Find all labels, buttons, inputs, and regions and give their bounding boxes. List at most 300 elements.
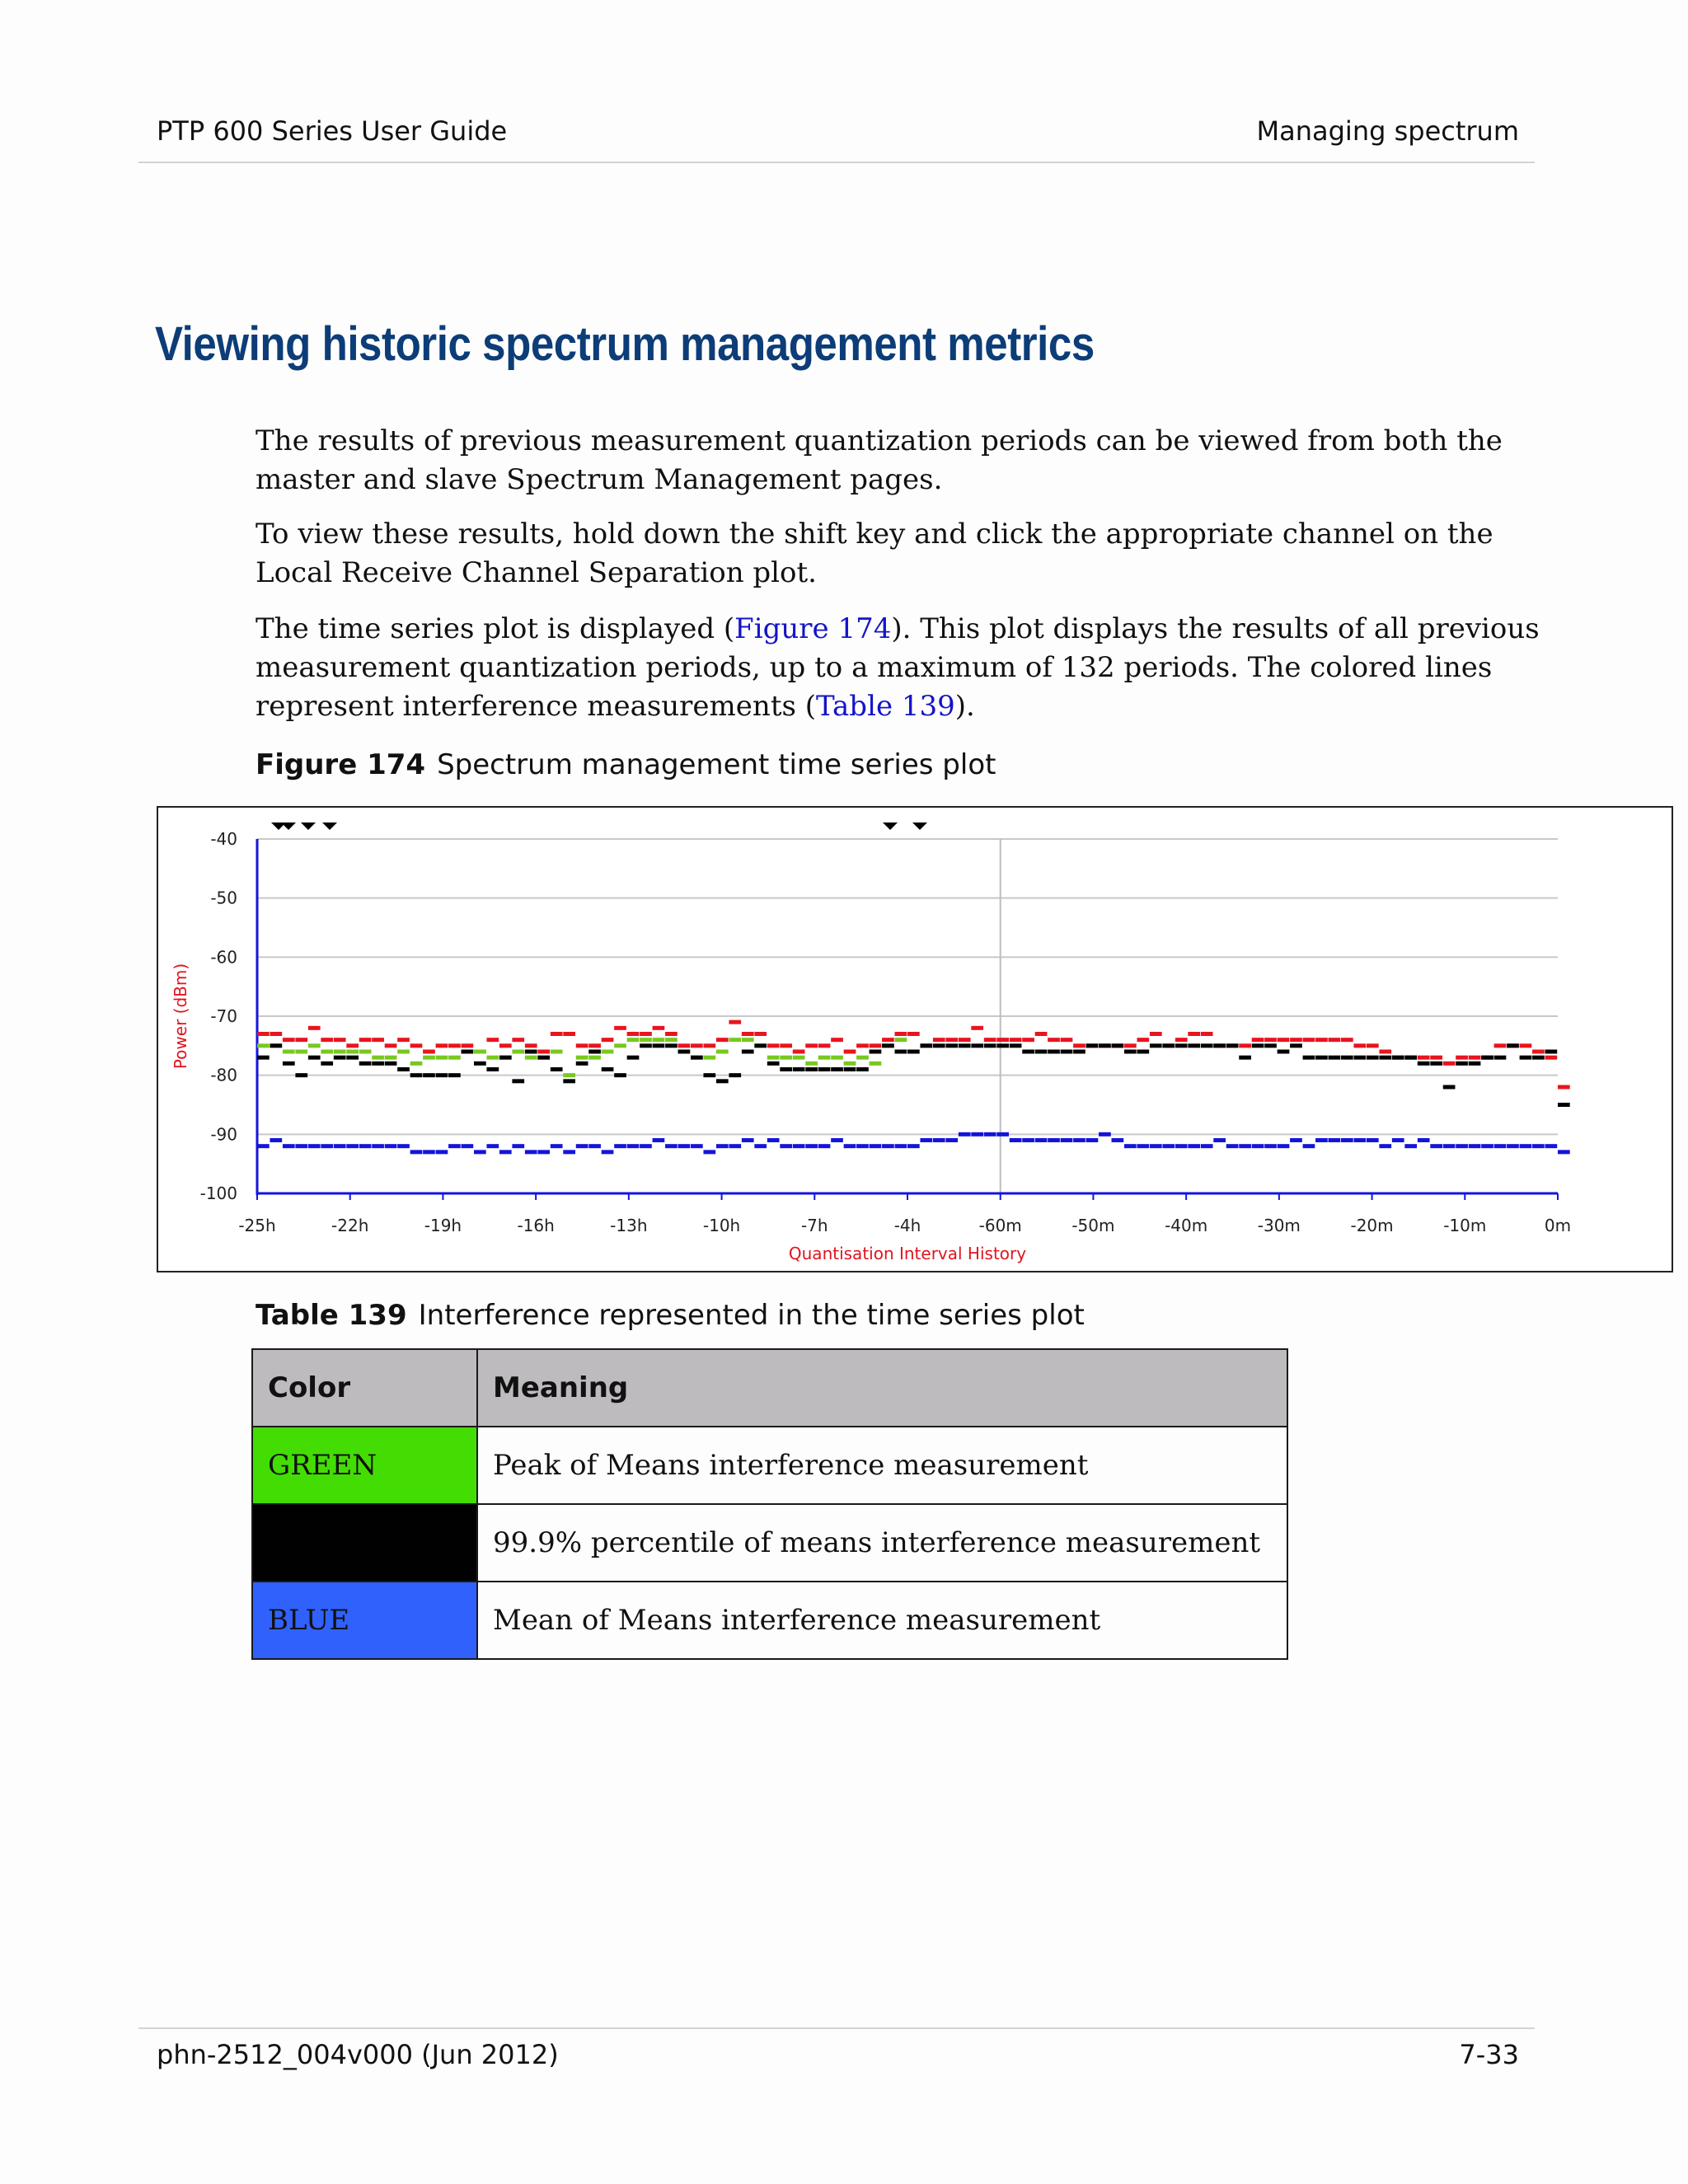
black-series-point [321,1062,333,1066]
figure-174-link[interactable]: Figure 174 [734,612,892,645]
blue-series-point [895,1144,907,1148]
red-series-point [653,1026,665,1030]
blue-series-point [1558,1150,1570,1154]
red-series-point [1443,1062,1456,1066]
red-series-point [1035,1032,1048,1036]
black-series-point [1162,1043,1175,1047]
black-series-point [1404,1056,1417,1060]
y-tick-label: -70 [210,1006,237,1026]
meaning-cell: 99.9% percentile of means interference measurement [477,1504,1287,1582]
black-series-point [295,1073,307,1077]
blue-series-point [1264,1144,1277,1148]
blue-series-point [397,1144,410,1148]
red-series-point [1469,1056,1481,1060]
red-series-point [1073,1043,1085,1047]
red-series-point [1175,1038,1188,1042]
black-series-point [551,1067,563,1071]
x-tick-label: -60m [978,1216,1022,1235]
figure-caption-text: Spectrum management time series plot [437,748,996,781]
black-series-point [1175,1043,1188,1047]
red-series-point [1137,1038,1149,1042]
blue-series-point [729,1144,741,1148]
green-series-point [780,1056,792,1060]
blue-series-point [563,1150,575,1154]
blue-series-point [1099,1132,1111,1137]
red-series-point [563,1032,575,1036]
black-series-point [512,1079,524,1083]
black-series-point [996,1043,1009,1047]
black-series-point [1010,1043,1022,1047]
black-series-point [1329,1056,1341,1060]
paragraph-2: To view these results, hold down the shift key and click the appropriate channel on the Local Receive Channel Separation plot. [256,518,1493,589]
red-series-point [512,1038,524,1042]
red-series-point [1124,1043,1137,1047]
green-series-point [525,1056,537,1060]
black-series-point [1353,1056,1366,1060]
x-axis-title: Quantisation Interval History [788,1244,1027,1263]
green-series-point [385,1056,397,1060]
x-tick-label: -22h [331,1216,369,1235]
x-tick-label: -10h [702,1216,741,1235]
green-series-point [588,1056,601,1060]
red-series-point [334,1038,346,1042]
y-tick-label: -80 [210,1065,237,1085]
chart-frame [157,807,1672,1272]
header-meaning: Meaning [477,1349,1287,1427]
black-series-point [844,1067,856,1071]
header-guide-title: PTP 600 Series User Guide [157,115,508,147]
black-series-point [385,1062,397,1066]
x-tick-label: -7h [800,1216,828,1235]
blue-series-point [1188,1144,1200,1148]
black-series-point [257,1056,270,1060]
black-series-point [1061,1050,1073,1054]
blue-series-point [856,1144,869,1148]
blue-series-point [1520,1144,1532,1148]
black-series-point [767,1062,780,1066]
blue-series-point [1456,1144,1468,1148]
green-series-point [627,1038,640,1042]
blue-series-point [537,1150,550,1154]
red-series-point [537,1050,550,1054]
black-series-point [1558,1103,1570,1107]
red-series-point [257,1032,270,1036]
table-number: Table 139 [256,1299,407,1332]
black-series-point [1239,1056,1251,1060]
red-series-point [1353,1043,1366,1047]
red-series-point [385,1043,397,1047]
red-series-point [1010,1038,1022,1042]
green-series-point [793,1056,805,1060]
blue-series-point [1061,1138,1073,1142]
black-series-point [907,1050,920,1054]
x-tick-label: -10m [1443,1216,1487,1235]
red-series-point [818,1043,831,1047]
green-series-point [474,1050,486,1054]
red-series-point [423,1050,435,1054]
blue-series-point [1175,1144,1188,1148]
red-series-point [397,1038,410,1042]
red-series-point [499,1043,512,1047]
red-series-point [1379,1050,1391,1054]
x-tick-label: 0m [1544,1216,1572,1235]
green-series-point [563,1073,575,1077]
blue-series-point [1545,1144,1558,1148]
red-series-point [742,1032,754,1036]
blue-series-point [870,1144,882,1148]
red-series-point [793,1050,805,1054]
table-row [252,1582,1287,1659]
blue-series-point [959,1132,971,1137]
black-series-point [1264,1043,1277,1047]
blue-series-point [436,1150,448,1154]
black-series-point [1315,1056,1328,1060]
blue-series-point [614,1144,626,1148]
x-tick-label: -16h [517,1216,555,1235]
blue-series-point [742,1138,754,1142]
blue-series-point [1290,1138,1302,1142]
red-series-point [895,1032,907,1036]
paragraph-3-text-b: ). This plot displays the results of all previous measurement quantization periods, up to a maximum of 132 periods. The colored lines represent interference measurements ( [256,612,1540,723]
black-series-point [1507,1043,1519,1047]
blue-series-point [1278,1144,1290,1148]
green-series-point [448,1056,461,1060]
red-series-point [576,1043,588,1047]
black-series-point [372,1062,384,1066]
blue-series-point [1329,1138,1341,1142]
black-series-point [410,1073,423,1077]
black-series-point [1252,1043,1264,1047]
green-series-point [321,1050,333,1054]
red-series-point [1061,1038,1073,1042]
blue-series-point [1112,1138,1124,1142]
color-cell-green: GREEN [252,1427,477,1504]
table-header-row [252,1349,1287,1427]
blue-series-point [1392,1138,1404,1142]
paragraph-3 [256,610,1541,726]
page-number: 7-33 [1459,2039,1519,2070]
red-series-point [308,1026,321,1030]
red-series-point [678,1043,691,1047]
black-series-point [870,1050,882,1054]
blue-series-point [1315,1138,1328,1142]
black-series-point [462,1050,474,1054]
blue-series-point [270,1138,282,1142]
red-series-point [907,1032,920,1036]
black-series-point [742,1050,754,1054]
black-series-point [780,1067,792,1071]
green-series-point [856,1056,869,1060]
black-series-point [474,1062,486,1066]
table-139-link[interactable]: Table 139 [816,690,955,723]
black-series-point [1112,1043,1124,1047]
y-axis-title: Power (dBm) [171,963,190,1070]
green-series-point [397,1050,410,1054]
black-series-point [1469,1062,1481,1066]
red-series-point [1494,1043,1507,1047]
red-series-point [665,1032,678,1036]
blue-series-point [1150,1144,1162,1148]
black-series-point [691,1056,703,1060]
red-series-point [1201,1032,1213,1036]
black-series-point [486,1067,499,1071]
black-series-point [1379,1056,1391,1060]
blue-series-point [920,1138,932,1142]
blue-series-point [882,1144,894,1148]
black-series-point [614,1073,626,1077]
green-series-point [870,1062,882,1066]
black-series-point [537,1056,550,1060]
header-section-name: Managing spectrum [1256,115,1519,147]
red-series-point [1188,1032,1200,1036]
green-series-point [334,1050,346,1054]
black-series-point [1048,1050,1060,1054]
y-tick-label: -100 [199,1183,237,1203]
meaning-cell: Mean of Means interference measurement [477,1582,1287,1659]
green-series-point [703,1056,715,1060]
red-series-point [1418,1056,1430,1060]
red-series-point [844,1050,856,1054]
blue-series-point [1443,1144,1456,1148]
red-series-point [1278,1038,1290,1042]
red-series-point [346,1043,359,1047]
blue-series-point [410,1150,423,1154]
blue-series-point [1469,1144,1481,1148]
red-series-point [1264,1038,1277,1042]
blue-series-point [1481,1144,1493,1148]
red-series-point [627,1032,640,1036]
time-series-chart [157,806,1673,1272]
green-series-point [742,1038,754,1042]
red-series-point [1520,1043,1532,1047]
black-series-point [1124,1050,1137,1054]
paragraph-1: The results of previous measurement quantization periods can be viewed from both the master and slave Spectrum Management pages. [256,424,1503,496]
green-series-point [767,1056,780,1060]
black-series-point [270,1043,282,1047]
x-tick-label: -13h [610,1216,648,1235]
red-series-point [551,1032,563,1036]
green-series-point [602,1050,614,1054]
blue-series-point [1201,1144,1213,1148]
black-series-point [499,1056,512,1060]
blue-series-point [1048,1138,1060,1142]
red-series-point [295,1038,307,1042]
blue-series-point [971,1132,983,1137]
green-series-point [831,1056,843,1060]
black-series-point [971,1043,983,1047]
black-series-point [346,1056,359,1060]
blue-series-point [1213,1138,1226,1142]
black-series-point [1188,1043,1200,1047]
green-series-point [614,1043,626,1047]
black-series-point [1201,1043,1213,1047]
red-series-point [602,1038,614,1042]
table-row [252,1427,1287,1504]
red-series-point [1545,1056,1558,1060]
blue-series-point [1303,1144,1315,1148]
black-series-point [1086,1043,1099,1047]
blue-series-point [1137,1144,1149,1148]
black-series-point [1022,1050,1034,1054]
green-series-point [295,1050,307,1054]
green-series-point [410,1062,423,1066]
black-series-point [576,1062,588,1066]
blue-series-point [640,1144,652,1148]
red-series-point [410,1043,423,1047]
blue-series-point [1430,1144,1442,1148]
black-series-point [895,1050,907,1054]
black-series-point [602,1067,614,1071]
red-series-point [780,1043,792,1047]
table-row [252,1504,1287,1582]
red-series-point [1367,1043,1379,1047]
black-series-point [334,1056,346,1060]
black-series-point [397,1067,410,1071]
black-series-point [1303,1056,1315,1060]
figure-caption [256,748,996,781]
blue-series-point [423,1150,435,1154]
table-caption-text: Interference represented in the time series plot [418,1299,1085,1332]
black-series-point [1456,1062,1468,1066]
black-series-point [1226,1043,1239,1047]
black-series-point [563,1079,575,1083]
black-series-point [1367,1056,1379,1060]
black-series-point [1150,1043,1162,1047]
color-cell-black [252,1504,477,1582]
y-tick-label: -90 [210,1124,237,1145]
blue-series-point [257,1144,270,1148]
green-series-point [653,1038,665,1042]
red-series-point [1315,1038,1328,1042]
blue-series-point [691,1144,703,1148]
black-series-point [1099,1043,1111,1047]
blue-series-point [486,1144,499,1148]
black-series-point [1341,1056,1353,1060]
paragraph-3-text-a: The time series plot is displayed ( [256,612,735,645]
green-series-point [665,1038,678,1042]
y-tick-label: -50 [210,888,237,908]
blue-series-point [984,1132,996,1137]
black-series-point [1073,1050,1085,1054]
red-series-point [1303,1038,1315,1042]
blue-series-point [767,1138,780,1142]
header-divider [138,162,1535,163]
meaning-cell: Peak of Means interference measurement [477,1427,1287,1504]
blue-series-point [1353,1138,1366,1142]
blue-series-point [334,1144,346,1148]
x-tick-label: -40m [1165,1216,1208,1235]
red-series-point [945,1038,958,1042]
blue-series-point [678,1144,691,1148]
black-series-point [703,1073,715,1077]
green-series-point [844,1062,856,1066]
blue-series-point [1367,1138,1379,1142]
black-series-point [933,1043,945,1047]
blue-series-point [1226,1144,1239,1148]
green-series-point [576,1056,588,1060]
red-series-point [283,1038,295,1042]
red-series-point [959,1038,971,1042]
blue-series-point [551,1144,563,1148]
blue-series-point [1239,1144,1251,1148]
red-series-point [359,1038,372,1042]
black-series-point [729,1073,741,1077]
black-series-point [1532,1056,1545,1060]
y-tick-label: -60 [210,947,237,968]
blue-series-point [716,1144,729,1148]
blue-series-point [1379,1144,1391,1148]
green-series-point [283,1050,295,1054]
green-series-point [359,1050,372,1054]
blue-series-point [359,1144,372,1148]
black-series-point [1213,1043,1226,1047]
blue-series-point [754,1144,767,1148]
black-series-point [1443,1085,1456,1090]
red-series-point [1430,1056,1442,1060]
black-series-point [1494,1056,1507,1060]
x-tick-label: -30m [1257,1216,1301,1235]
blue-series-point [1022,1138,1034,1142]
blue-series-point [945,1138,958,1142]
red-series-point [1558,1085,1570,1090]
red-series-point [703,1043,715,1047]
black-series-point [1278,1050,1290,1054]
red-series-point [870,1043,882,1047]
header-color: Color [252,1349,477,1427]
green-series-point [818,1056,831,1060]
blue-series-point [283,1144,295,1148]
black-series-point [959,1043,971,1047]
black-series-point [945,1043,958,1047]
x-tick-label: -20m [1350,1216,1394,1235]
black-series-point [805,1067,818,1071]
blue-series-point [1035,1138,1048,1142]
blue-series-point [996,1132,1009,1137]
blue-series-point [793,1144,805,1148]
green-series-point [308,1043,321,1047]
black-series-point [984,1043,996,1047]
red-series-point [729,1020,741,1024]
red-series-point [448,1043,461,1047]
black-series-point [1418,1062,1430,1066]
blue-series-point [321,1144,333,1148]
color-cell-blue: BLUE [252,1582,477,1659]
black-series-point [640,1043,652,1047]
red-series-point [525,1043,537,1047]
red-series-point [831,1038,843,1042]
blue-series-point [831,1138,843,1142]
red-series-point [1532,1050,1545,1054]
black-series-point [1290,1043,1302,1047]
blue-series-point [346,1144,359,1148]
red-series-point [805,1043,818,1047]
blue-series-point [512,1144,524,1148]
red-series-point [996,1038,1009,1042]
red-series-point [1048,1038,1060,1042]
blue-series-point [653,1138,665,1142]
red-series-point [754,1032,767,1036]
green-series-point [551,1050,563,1054]
black-series-point [665,1043,678,1047]
page-title: Viewing historic spectrum management metrics [155,317,1095,371]
black-series-point [678,1050,691,1054]
black-series-point [448,1073,461,1077]
y-tick-label: -40 [210,829,237,849]
red-series-point [691,1043,703,1047]
blue-series-point [907,1144,920,1148]
black-series-point [653,1043,665,1047]
green-series-point [372,1056,384,1060]
